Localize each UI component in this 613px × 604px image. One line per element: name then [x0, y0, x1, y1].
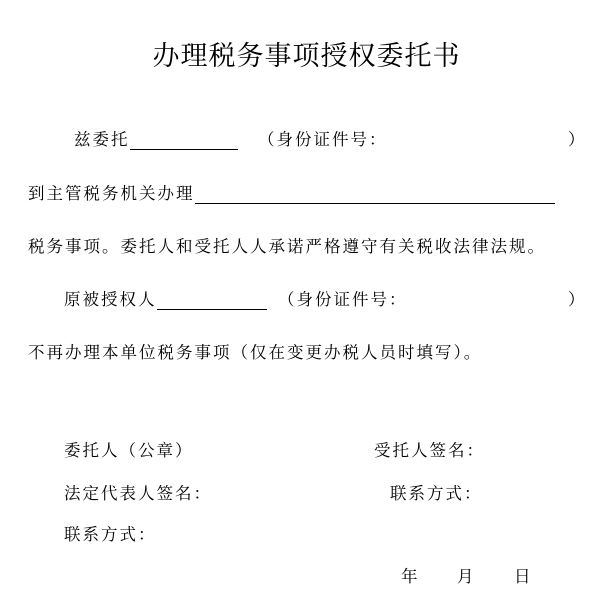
former-agent-id-close: ） [568, 290, 587, 309]
commitment-text: 税务事项。委托人和受托人人承诺严格遵守有关税收法律法规。 [28, 237, 546, 256]
handle-label: 到主管税务机关办理 [28, 184, 195, 203]
date-day-label: 日 [514, 567, 533, 586]
trustee-id-close: ） [568, 130, 587, 149]
agent-signature-label: 受托人签名： [374, 441, 485, 460]
matter-blank[interactable] [195, 185, 555, 204]
former-agent-blank[interactable] [157, 291, 267, 310]
principal-contact-label: 联系方式： [64, 525, 157, 544]
former-agent-label: 原被授权人 [64, 290, 157, 309]
date-month-label: 月 [457, 567, 476, 586]
document-title: 办理税务事项授权委托书 [152, 41, 461, 72]
entrust-line [74, 126, 238, 150]
date-year-label: 年 [401, 567, 420, 586]
principal-seal-label: 委托人（公章） [64, 441, 194, 460]
legal-rep-signature-label: 法定代表人签名： [64, 484, 212, 503]
former-agent-id-label: （身份证件号： [278, 290, 408, 309]
handle-line [28, 180, 555, 204]
trustee-name-blank[interactable] [130, 131, 238, 150]
entrust-label: 兹委托 [74, 130, 130, 149]
trustee-id-label: （身份证件号： [258, 130, 388, 149]
former-agent-line [64, 286, 267, 310]
agent-contact-label: 联系方式： [390, 484, 483, 503]
revocation-text: 不再办理本单位税务事项（仅在变更办税人员时填写）。 [28, 343, 483, 362]
